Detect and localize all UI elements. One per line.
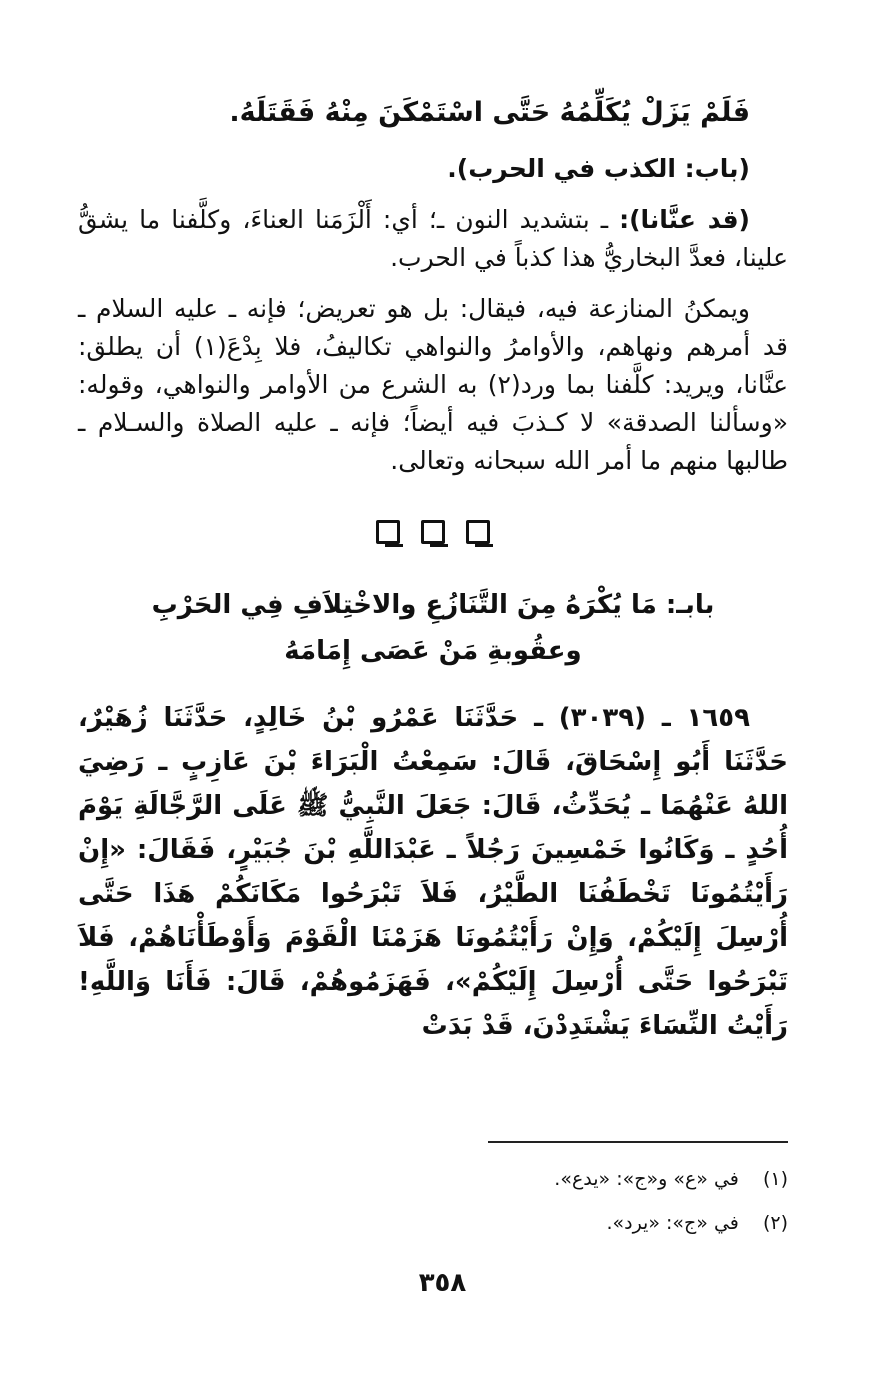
opening-line: فَلَمْ يَزَلْ يُكَلِّمُهُ حَتَّى اسْتَمْكَنَ مِنْهُ فَقَتَلَهُ. <box>229 97 750 128</box>
section-ornament <box>78 520 788 548</box>
hadith-text: ١٦٥٩ ـ (٣٠٣٩) ـ حَدَّثَنَا عَمْرُو بْنُ خَالِدٍ، حَدَّثَنَا زُهَيْرٌ، حَدَّثَنَا أَبُو إِسْحَاقَ، قَالَ: سَمِعْتُ الْبَرَاءَ بْنَ عَازِبٍ ـ رَضِيَ اللهُ عَنْهُمَا ـ يُحَدِّثُ، قَالَ: جَعَلَ النَّبِيُّ ﷺ عَلَى الرَّجَّالَةِ يَوْمَ أُحُدٍ ـ وَكَانُوا خَمْسِينَ رَجُلاً ـ عَبْدَاللَّهِ بْنَ جُبَيْرٍ، فَقَالَ: «إِنْ رَأَيْتُمُونَا تَخْطَفُنَا الطَّيْرُ، فَلاَ تَبْرَحُوا مَكَانَكُمْ هَذَا حَتَّى أُرْسِلَ إِلَيْكُمْ، وَإِنْ رَأَيْتُمُونَا هَزَمْنَا الْقَوْمَ وَأَوْطَأْنَاهُمْ، فَلاَ تَبْرَحُوا حَتَّى أُرْسِلَ إِلَيْكُمْ»، فَهَزَمُوهُمْ، قَالَ: فَأَنَا وَاللَّهِ! رَأَيْتُ النِّسَاءَ يَشْتَدِدْنَ، قَدْ بَدَتْ <box>78 703 788 1041</box>
square-ornament-icon <box>376 520 400 544</box>
footnote-2 <box>78 1201 788 1245</box>
footnote-number: (١) <box>762 1168 788 1190</box>
square-ornament-icon <box>421 520 445 544</box>
page-number: ٣٥٨ <box>418 1268 467 1298</box>
footnote-text: في «ج»: «يرد». <box>606 1212 739 1234</box>
chapter-title-line-1: بابـ: مَا يُكْرَهُ مِنَ التَّنَازُعِ والاخْتِلاَفِ فِي الحَرْبِ <box>151 590 715 620</box>
paragraph-1-text: ـ بتشديد النون ـ؛ أي: أَلْزَمَنا العناءَ، وكلَّفنا ما يشقُّ علينا، فعدَّ البخاريُّ هذا كذباً في الحرب. <box>78 205 788 272</box>
paragraph-1 <box>78 201 788 277</box>
paragraph-2: ويمكنُ المنازعة فيه، فيقال: بل هو تعريض؛ فإنه ـ عليه السلام ـ قد أمرهم ونهاهم، والأوامرُ والنواهي تكاليفُ، فلا بِدْعَ(١) أن يطلق: عنَّانا، ويريد: كلَّفنا بما ورد(٢) به الشرع من الأوامر والنواهي، وقوله: «وسألنا الصدقة» لا كـذبَ فيه أيضاً؛ فإنه ـ عليه الصلاة والسـلام ـ طالبها منهم ما أمر الله سبحانه وتعالى. <box>78 294 789 475</box>
square-ornament-icon <box>466 520 490 544</box>
paragraph-1-label: (قد عنَّانا): <box>619 205 750 234</box>
chapter-title-line-2: وعقُوبةِ مَنْ عَصَى إِمَامَهُ <box>284 636 582 666</box>
footnotes <box>78 1157 788 1245</box>
footnote-number: (٢) <box>762 1212 788 1234</box>
footnote-separator <box>488 1141 788 1143</box>
footnote-1 <box>78 1157 788 1201</box>
footnote-text: في «ع» و«ج»: «يدع». <box>554 1168 739 1190</box>
page-body <box>78 90 788 1048</box>
bab-title: (باب: الكذب في الحرب). <box>447 154 750 183</box>
